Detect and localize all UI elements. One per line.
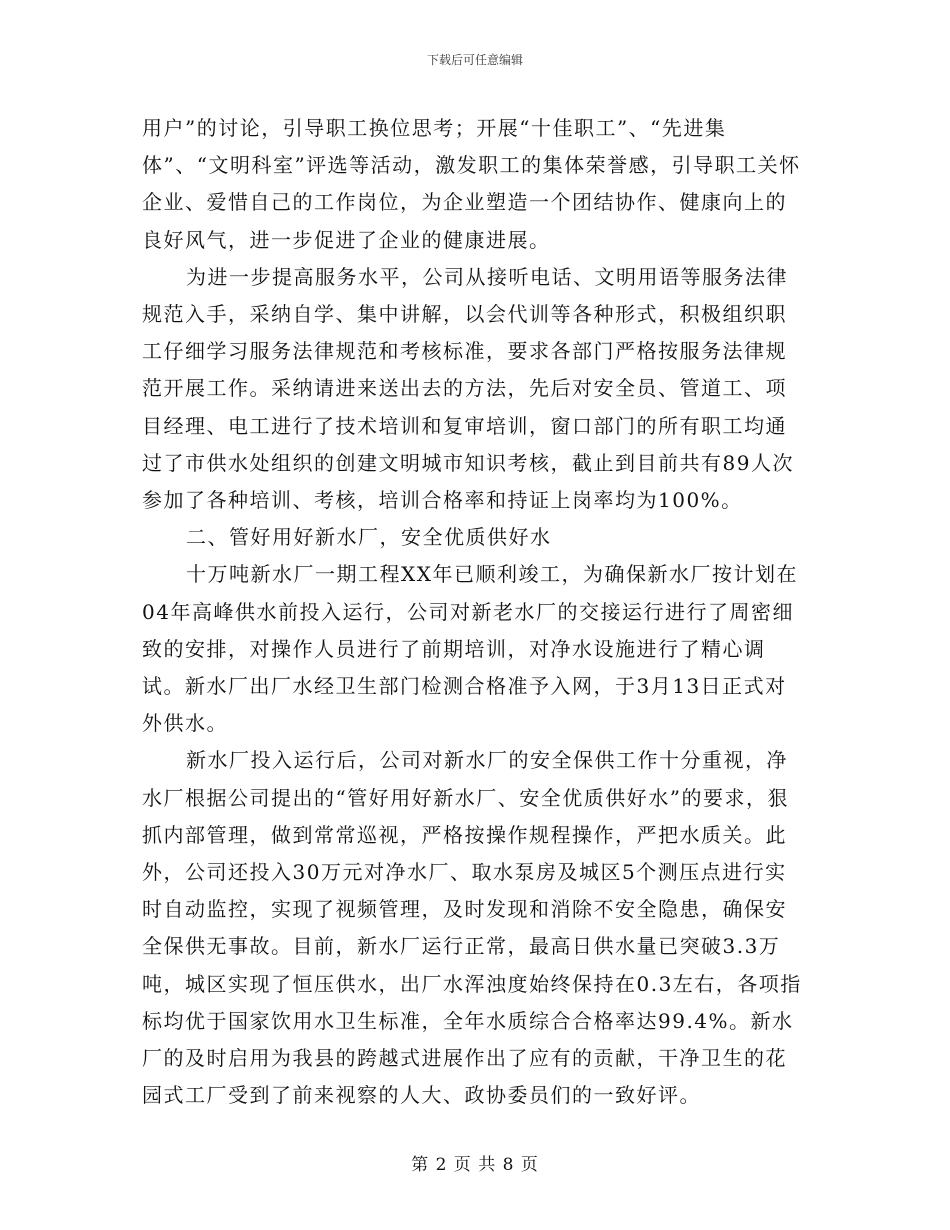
paragraph-new-plant-operation: 新水厂投入运行后，公司对新水厂的安全保供工作十分重视，净水厂根据公司提出的“管好用好新水厂、安全优质供好水”的要求，狠抓内部管理，做到常常巡视，严格按操作规程操作，严把水质关。此外，公司还投入30万元对净水厂、取水泵房及城区5个测压点进行实时自动监控，实现了视频管理，及时发现和消除不安全隐患，确保安全保供无事故。目前，新水厂运行正常，最高日供水量已突破3.3万吨，城区实现了恒压供水，出厂水浑浊度始终保持在0.3左右，各项指标均优于国家饮用水卫生标准，全年水质综合合格率达99.4%。新水厂的及时启用为我县的跨越式进展作出了应有的贡献，干净卫生的花园式工厂受到了前来视察的人大、政协委员们的一致好评。 (142, 748, 802, 1108)
document-body (142, 110, 808, 1114)
section-heading: 二、管好用好新水厂，安全优质供好水 (186, 525, 552, 550)
paragraph-new-plant-project: 十万吨新水厂一期工程XX年已顺利竣工，为确保新水厂按计划在04年高峰供水前投入运行，公司对新老水厂的交接运行进行了周密细致的安排，对操作人员进行了前期培训，对净水设施进行了精心调试。新水厂出厂水经卫生部门检测合格准予入网，于3月13日正式对外供水。 (142, 562, 798, 736)
paragraph-service-standards: 为进一步提高服务水平，公司从接听电话、文明用语等服务法律规范入手，采纳自学、集中讲解，以会代训等各种形式，积极组织职工仔细学习服务法律规范和考核标准，要求各部门严格按服务法律规范开展工作。采纳请进来送出去的方法，先后对安全员、管道工、项目经理、电工进行了技术培训和复审培训，窗口部门的所有职工均通过了市供水处组织的创建文明城市知识考核，截止到目前共有89人次参加了各种培训、考核，培训合格率和持证上岗率均为100%。 (142, 264, 794, 513)
page-header: 下载后可任意编辑 (426, 53, 523, 67)
page-number: 第 2 页 共 8 页 (411, 1155, 539, 1175)
paragraph-continued: 用户”的讨论，引导职工换位思考；开展“十佳职工”、“先进集体”、“文明科室”评选等活动，激发职工的集体荣誉感，引导职工关怀企业、爱惜自己的工作岗位，为企业塑造一个团结协作、健康向上的良好风气，进一步促进了企业的健康进展。 (142, 116, 801, 252)
